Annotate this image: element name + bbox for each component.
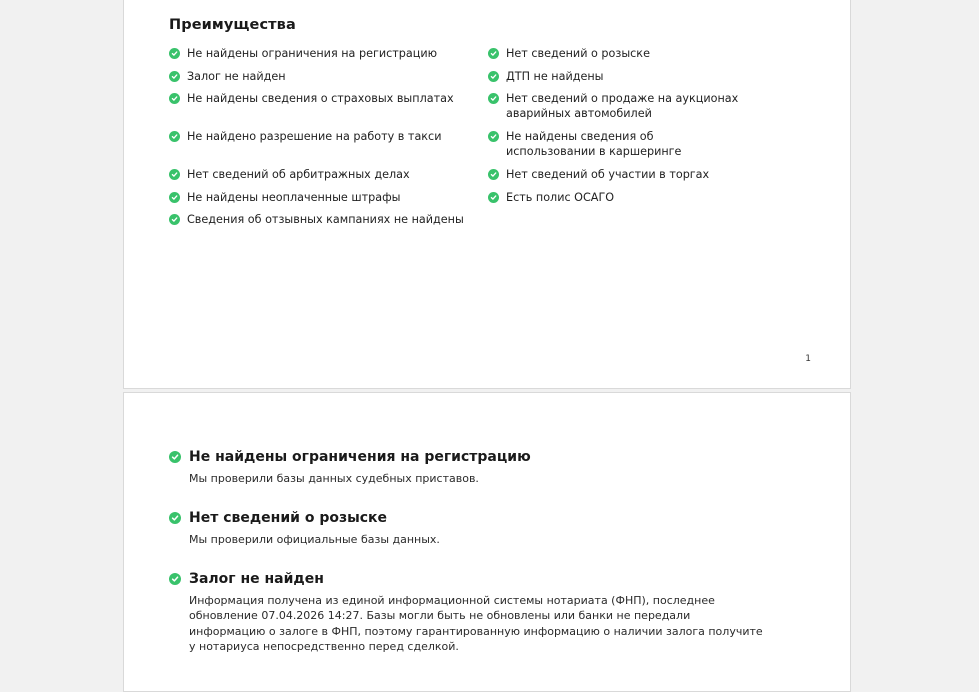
advantage-label: Нет сведений о розыске [506,47,650,60]
check-circle-icon [488,192,499,203]
advantage-item [169,190,469,205]
advantage-item [488,190,818,205]
advantage-label: Не найдены ограничения на регистрацию [187,47,438,60]
detail-text: Информация получена из единой информационной системы нотариата (ФНП), последнее обновление 07.04.2026 14:27. Базы могли быть не обновлены или банки не передали информацию о залоге в ФНП, поэтому гарантированную информацию о наличии залога получите у нотариуса непосредственно перед сделкой. [189,594,763,653]
detail-text: Мы проверили официальные базы данных. [189,533,440,546]
page-number: 1 [805,354,811,364]
detail-text: Мы проверили базы данных судебных приставов. [189,472,479,485]
check-circle-icon [169,169,180,180]
advantage-item [488,91,818,121]
advantage-item [169,46,469,61]
advantage-item [169,212,469,227]
check-circle-icon [488,169,499,180]
report-page-2 [123,392,851,692]
detail-header [169,571,769,587]
advantage-label: Нет сведений об арбитражных делах [187,168,410,182]
advantage-label: Не найдено разрешение на работу в такси [187,130,442,144]
advantage-item [169,91,469,106]
report-page-1 [123,0,851,389]
check-circle-icon [169,512,181,524]
check-circle-icon [488,93,499,104]
advantage-label: Залог не найден [187,69,286,83]
advantage-label: Не найдены сведения о страховых выплатах [187,92,454,106]
advantage-label: Нет сведений об участии в торгах [506,168,710,182]
detail-title: Залог не найден [189,571,324,587]
detail-title: Нет сведений о розыске [189,510,388,526]
detail-block [169,571,769,654]
detail-title: Не найдены ограничения на регистрацию [189,449,531,465]
advantage-label: Не найдены неоплаченные штрафы [187,190,401,204]
detail-header [169,449,789,465]
detail-block [169,449,789,486]
advantage-label: Не найдены сведения об использовании в каршеринге [506,130,682,159]
advantage-item [169,129,469,144]
advantage-label: ДТП не найдены [506,69,604,83]
advantage-item [169,69,469,84]
check-circle-icon [488,131,499,142]
check-circle-icon [169,214,180,225]
advantage-label: Нет сведений о продаже на аукционах аварийных автомобилей [506,92,739,121]
advantage-item [488,69,818,84]
check-circle-icon [169,71,180,82]
advantage-item [169,167,469,182]
advantage-label: Есть полис ОСАГО [506,190,615,204]
advantages-left-column [169,46,469,235]
advantage-item [488,46,818,61]
advantages-title: Преимущества [169,17,296,33]
advantage-label: Сведения об отзывных кампаниях не найдены [187,213,464,227]
advantage-item [488,167,818,182]
advantages-right-column [488,46,818,212]
check-circle-icon [169,192,180,203]
check-circle-icon [169,48,180,59]
check-circle-icon [488,48,499,59]
check-circle-icon [169,131,180,142]
advantage-item [488,129,818,159]
detail-header [169,510,789,526]
check-circle-icon [488,71,499,82]
detail-block [169,510,789,547]
check-circle-icon [169,451,181,463]
check-circle-icon [169,93,180,104]
check-circle-icon [169,573,181,585]
